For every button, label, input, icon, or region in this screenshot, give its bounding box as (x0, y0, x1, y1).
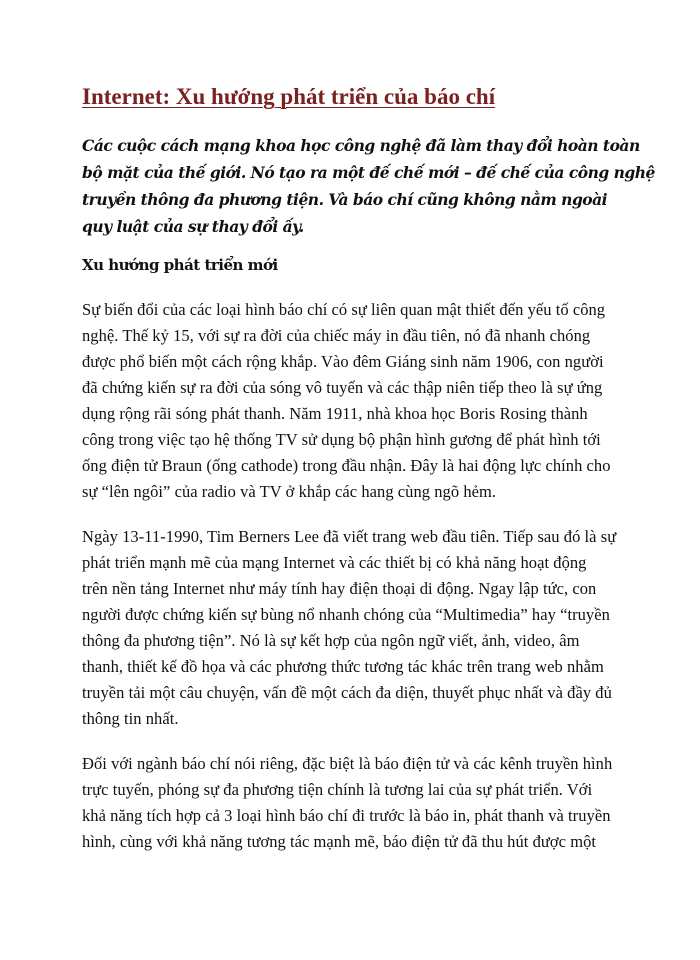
paragraph-line: công trong việc tạo hệ thống TV sử dụng bộ phận hình gương để phát hình tới (82, 430, 601, 449)
paragraph-1 (82, 297, 627, 505)
article-lead (82, 132, 655, 240)
paragraph-line: đã chứng kiến sự ra đời của sóng vô tuyến và các thập niên tiếp theo là sự ứng (82, 378, 603, 397)
paragraph-2 (82, 524, 627, 732)
lead-line: quy luật của sự thay đổi ấy. (82, 217, 304, 236)
section-heading (82, 252, 627, 278)
paragraph-line: Sự biến đổi của các loại hình báo chí có sự liên quan mật thiết đến yếu tố công (82, 300, 606, 319)
paragraph-3 (82, 751, 627, 855)
paragraph-line: truyền tải một câu chuyện, vấn đề một cách đa diện, thuyết phục nhất và đầy đủ (82, 683, 612, 702)
paragraph-line: khả năng tích hợp cả 3 loại hình báo chí đi trước là báo in, phát thanh và truyền (82, 806, 611, 825)
paragraph-line: ống điện tử Braun (ống cathode) trong đầu nhận. Đây là hai động lực chính cho (82, 456, 611, 475)
paragraph-line: sự “lên ngôi” của radio và TV ở khắp các hang cùng ngõ hẻm. (82, 482, 497, 501)
paragraph-line: thông tin nhất. (82, 709, 179, 728)
paragraph-line: Ngày 13-11-1990, Tim Berners Lee đã viết trang web đầu tiên. Tiếp sau đó là sự (82, 527, 617, 546)
paragraph-line: được phổ biến một cách rộng khắp. Vào đêm Giáng sinh năm 1906, con người (82, 352, 604, 371)
paragraph-line: dụng rộng rãi sóng phát thanh. Năm 1911, nhà khoa học Boris Rosing thành (82, 404, 588, 423)
paragraph-line: thông đa phương tiện”. Nó là sự kết hợp của ngôn ngữ viết, ảnh, video, âm (82, 631, 580, 650)
paragraph-line: trực tuyến, phóng sự đa phương tiện chính là tương lai của sự phát triển. Với (82, 780, 593, 799)
paragraph-line: Đối với ngành báo chí nói riêng, đặc biệt là báo điện tử và các kênh truyền hình (82, 754, 613, 773)
paragraph-line: thanh, thiết kế đồ họa và các phương thức tương tác khác trên trang web nhằm (82, 657, 604, 676)
article-title: Internet: Xu hướng phát triển của báo chí (82, 84, 496, 109)
lead-line: truyền thông đa phương tiện. Và báo chí cũng không nằm ngoài (82, 190, 608, 209)
article-body (82, 82, 655, 874)
lead-line: bộ mặt của thế giới. Nó tạo ra một đế chế mới – đế chế của công nghệ (82, 163, 655, 182)
paragraph-line: nghệ. Thế kỷ 15, với sự ra đời của chiếc máy in đầu tiên, nó đã nhanh chóng (82, 326, 591, 345)
section-heading-text: Xu hướng phát triển mới (82, 256, 278, 274)
paragraph-line: phát triển mạnh mẽ của mạng Internet và các thiết bị có khả năng hoạt động (82, 553, 587, 572)
paragraph-line: trên nền tảng Internet như máy tính hay điện thoại di động. Ngay lập tức, con (82, 579, 597, 598)
paragraph-line: người được chứng kiến sự bùng nổ nhanh chóng của “Multimedia” hay “truyền (82, 605, 610, 624)
lead-line: Các cuộc cách mạng khoa học công nghệ đã làm thay đổi hoàn toàn (82, 136, 640, 155)
paragraph-line: hình, cùng với khả năng tương tác mạnh mẽ, báo điện tử đã thu hút được một (82, 832, 597, 851)
